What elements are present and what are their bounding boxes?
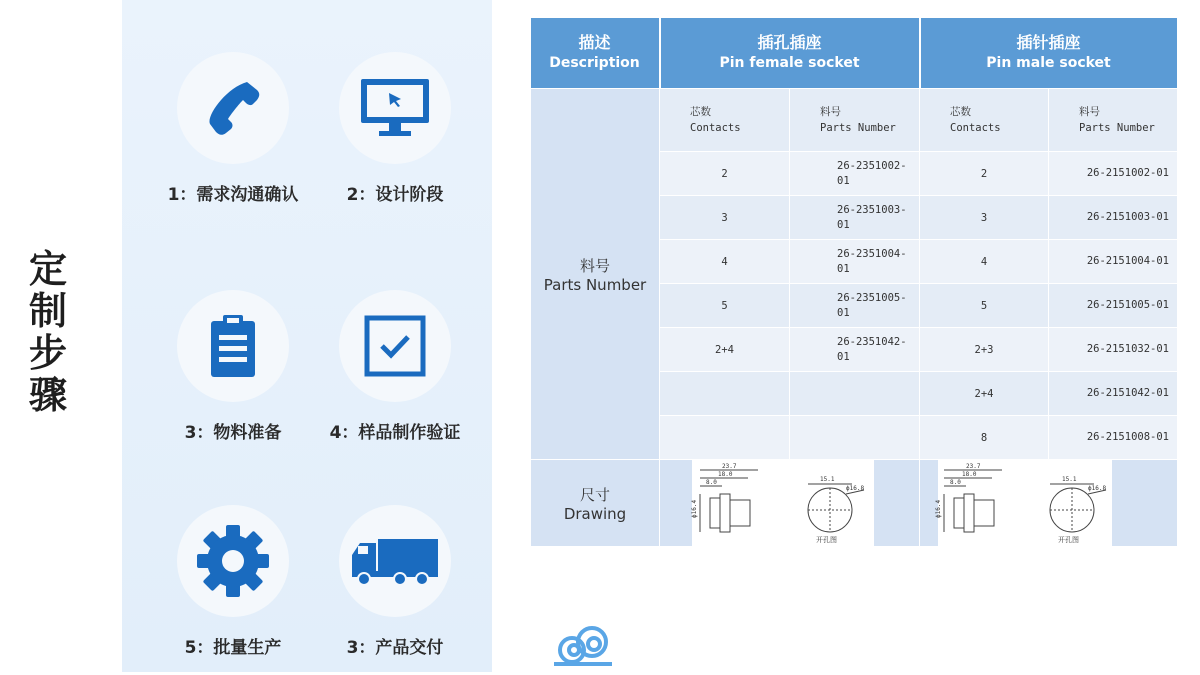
female-part-cell: 26-2351003-01	[790, 196, 920, 240]
female-part-cell: 26-2351042-01	[790, 328, 920, 372]
dim-hole-dia: ϕ16.8	[846, 485, 865, 492]
hole-caption: 开孔图	[816, 536, 837, 544]
dim-d1: 18.0	[962, 471, 977, 478]
step-delivery	[310, 505, 480, 658]
female-parts-header: 料号 Parts Number	[790, 89, 920, 152]
male-part-cell: 26-2151003-01	[1049, 196, 1178, 240]
step-label: 1：需求沟通确认	[167, 185, 299, 205]
dim-d1: 18.0	[718, 471, 733, 478]
female-part-cell: 26-2351002-01	[790, 152, 920, 196]
page-title	[18, 248, 78, 416]
male-contacts-cell: 2+4	[920, 372, 1049, 416]
dim-overall: 23.7	[722, 463, 737, 470]
female-contacts-cell: 3	[660, 196, 790, 240]
drawing-label: 尺寸 Drawing	[531, 460, 660, 547]
male-part-cell: 26-2151004-01	[1049, 240, 1178, 284]
title-char: 步	[28, 331, 67, 375]
gear-icon	[195, 523, 271, 599]
female-part-cell	[790, 416, 920, 460]
male-contacts-header: 芯数 Contacts	[920, 89, 1049, 152]
female-part-cell: 26-2351004-01	[790, 240, 920, 284]
male-part-cell: 26-2151008-01	[1049, 416, 1178, 460]
male-drawing	[920, 460, 1170, 546]
header-female: 插孔插座 Pin female socket	[660, 18, 920, 89]
cloud-ornament-icon	[552, 620, 616, 670]
male-contacts-cell: 8	[920, 416, 1049, 460]
step-production	[148, 505, 318, 658]
step-label: 4：样品制作验证	[329, 423, 461, 443]
male-part-cell: 26-2151005-01	[1049, 284, 1178, 328]
monitor-icon	[359, 75, 431, 141]
dim-d2: 8.0	[950, 479, 961, 486]
female-contacts-cell	[660, 372, 790, 416]
hole-caption: 开孔图	[1058, 536, 1079, 544]
clipboard-icon	[205, 313, 261, 379]
male-part-cell: 26-2151002-01	[1049, 152, 1178, 196]
step-label: 2：设计阶段	[346, 185, 444, 205]
header-description: 描述 Description	[531, 18, 660, 89]
female-contacts-cell: 5	[660, 284, 790, 328]
dim-hole: 15.1	[820, 476, 835, 483]
step-label: 3：产品交付	[346, 638, 444, 658]
title-char: 制	[28, 289, 67, 333]
step-label: 5：批量生产	[184, 638, 282, 658]
step-design	[310, 52, 480, 205]
title-char: 骤	[28, 373, 67, 417]
female-part-cell	[790, 372, 920, 416]
dim-d2: 8.0	[706, 479, 717, 486]
spec-table	[530, 18, 1179, 547]
male-contacts-cell: 2	[920, 152, 1049, 196]
step-requirements	[148, 52, 318, 205]
dim-overall: 23.7	[966, 463, 981, 470]
drawing-row	[531, 460, 1178, 547]
step-materials	[148, 290, 318, 443]
steps-panel	[122, 0, 492, 672]
dim-dia: ϕ16.4	[935, 499, 942, 518]
dim-hole: 15.1	[1062, 476, 1077, 483]
female-contacts-cell: 2	[660, 152, 790, 196]
truck-icon	[350, 535, 440, 587]
phone-icon	[201, 76, 265, 140]
step-label: 3：物料准备	[184, 423, 282, 443]
dim-hole-dia: ϕ16.8	[1088, 485, 1107, 492]
female-contacts-cell: 2+4	[660, 328, 790, 372]
female-contacts-header: 芯数 Contacts	[660, 89, 790, 152]
male-drawing-cell	[920, 460, 1178, 547]
female-drawing	[660, 460, 910, 546]
male-part-cell: 26-2151042-01	[1049, 372, 1178, 416]
male-contacts-cell: 5	[920, 284, 1049, 328]
checkbox-icon	[364, 315, 426, 377]
title-char: 定	[28, 247, 67, 291]
female-contacts-cell: 4	[660, 240, 790, 284]
male-contacts-cell: 2+3	[920, 328, 1049, 372]
male-contacts-cell: 4	[920, 240, 1049, 284]
female-part-cell: 26-2351005-01	[790, 284, 920, 328]
parts-number-label: 料号 Parts Number	[531, 89, 660, 460]
female-drawing-cell	[660, 460, 920, 547]
male-contacts-cell: 3	[920, 196, 1049, 240]
dim-dia: ϕ16.4	[691, 499, 698, 518]
header-male: 插针插座 Pin male socket	[920, 18, 1178, 89]
male-parts-header: 料号 Parts Number	[1049, 89, 1178, 152]
subheader-row	[531, 89, 1178, 152]
header-row	[531, 18, 1178, 89]
step-sample	[310, 290, 480, 443]
female-contacts-cell	[660, 416, 790, 460]
male-part-cell: 26-2151032-01	[1049, 328, 1178, 372]
